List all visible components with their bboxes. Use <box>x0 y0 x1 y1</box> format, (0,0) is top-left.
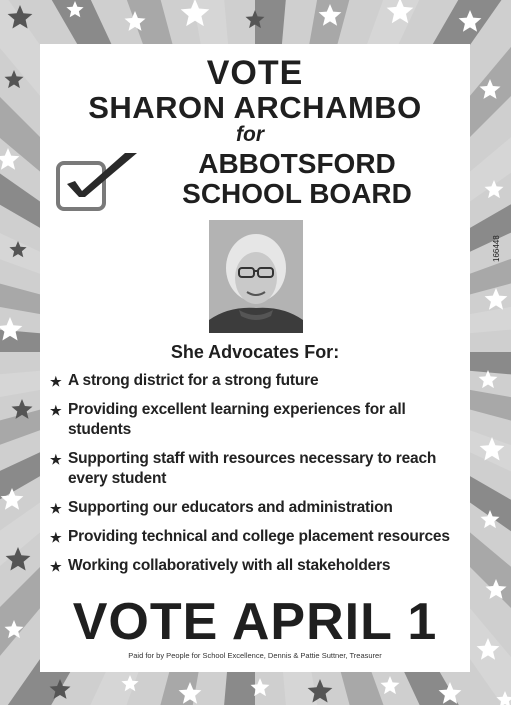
platform-list <box>48 371 468 585</box>
portrait-image <box>209 220 303 333</box>
platform-item-text: Providing excellent learning experiences for all students <box>68 401 406 438</box>
candidate-name: SHARON ARCHAMBO <box>88 90 422 125</box>
candidate-photo <box>209 220 303 333</box>
vote-date-heading: VOTE APRIL 1 <box>72 593 438 651</box>
platform-item-text: A strong district for a strong future <box>68 372 319 389</box>
paid-for-by-disclaimer: Paid for by People for School Excellence, Dennis & Pattie Suttner, Treasurer <box>128 651 382 660</box>
star-bullet-icon: ★ <box>50 452 62 467</box>
advocates-heading: She Advocates For: <box>170 342 340 362</box>
star-bullet-icon: ★ <box>50 403 62 418</box>
platform-item-text: Providing technical and college placement resources <box>68 528 450 545</box>
platform-item <box>48 527 468 547</box>
vote-heading: VOTE <box>206 54 304 92</box>
star-bullet-icon: ★ <box>50 559 62 574</box>
platform-item-text: Supporting our educators and administration <box>68 499 393 516</box>
ad-id-number: 166448 <box>492 235 501 262</box>
platform-item <box>48 498 468 518</box>
platform-item <box>48 400 468 440</box>
ad-panel <box>40 44 470 672</box>
star-bullet-icon: ★ <box>50 501 62 516</box>
platform-item-text: Working collaboratively with all stakeholders <box>68 557 391 574</box>
office-line-2: SCHOOL BOARD <box>182 178 412 209</box>
platform-item <box>48 449 468 489</box>
platform-item-text: Supporting staff with resources necessary to reach every student <box>68 450 437 487</box>
for-word: for <box>236 123 264 146</box>
star-bullet-icon: ★ <box>50 530 62 545</box>
platform-item <box>48 371 468 391</box>
platform-item <box>48 556 468 576</box>
star-bullet-icon: ★ <box>50 374 62 389</box>
office-line-1: ABBOTSFORD <box>198 148 396 179</box>
